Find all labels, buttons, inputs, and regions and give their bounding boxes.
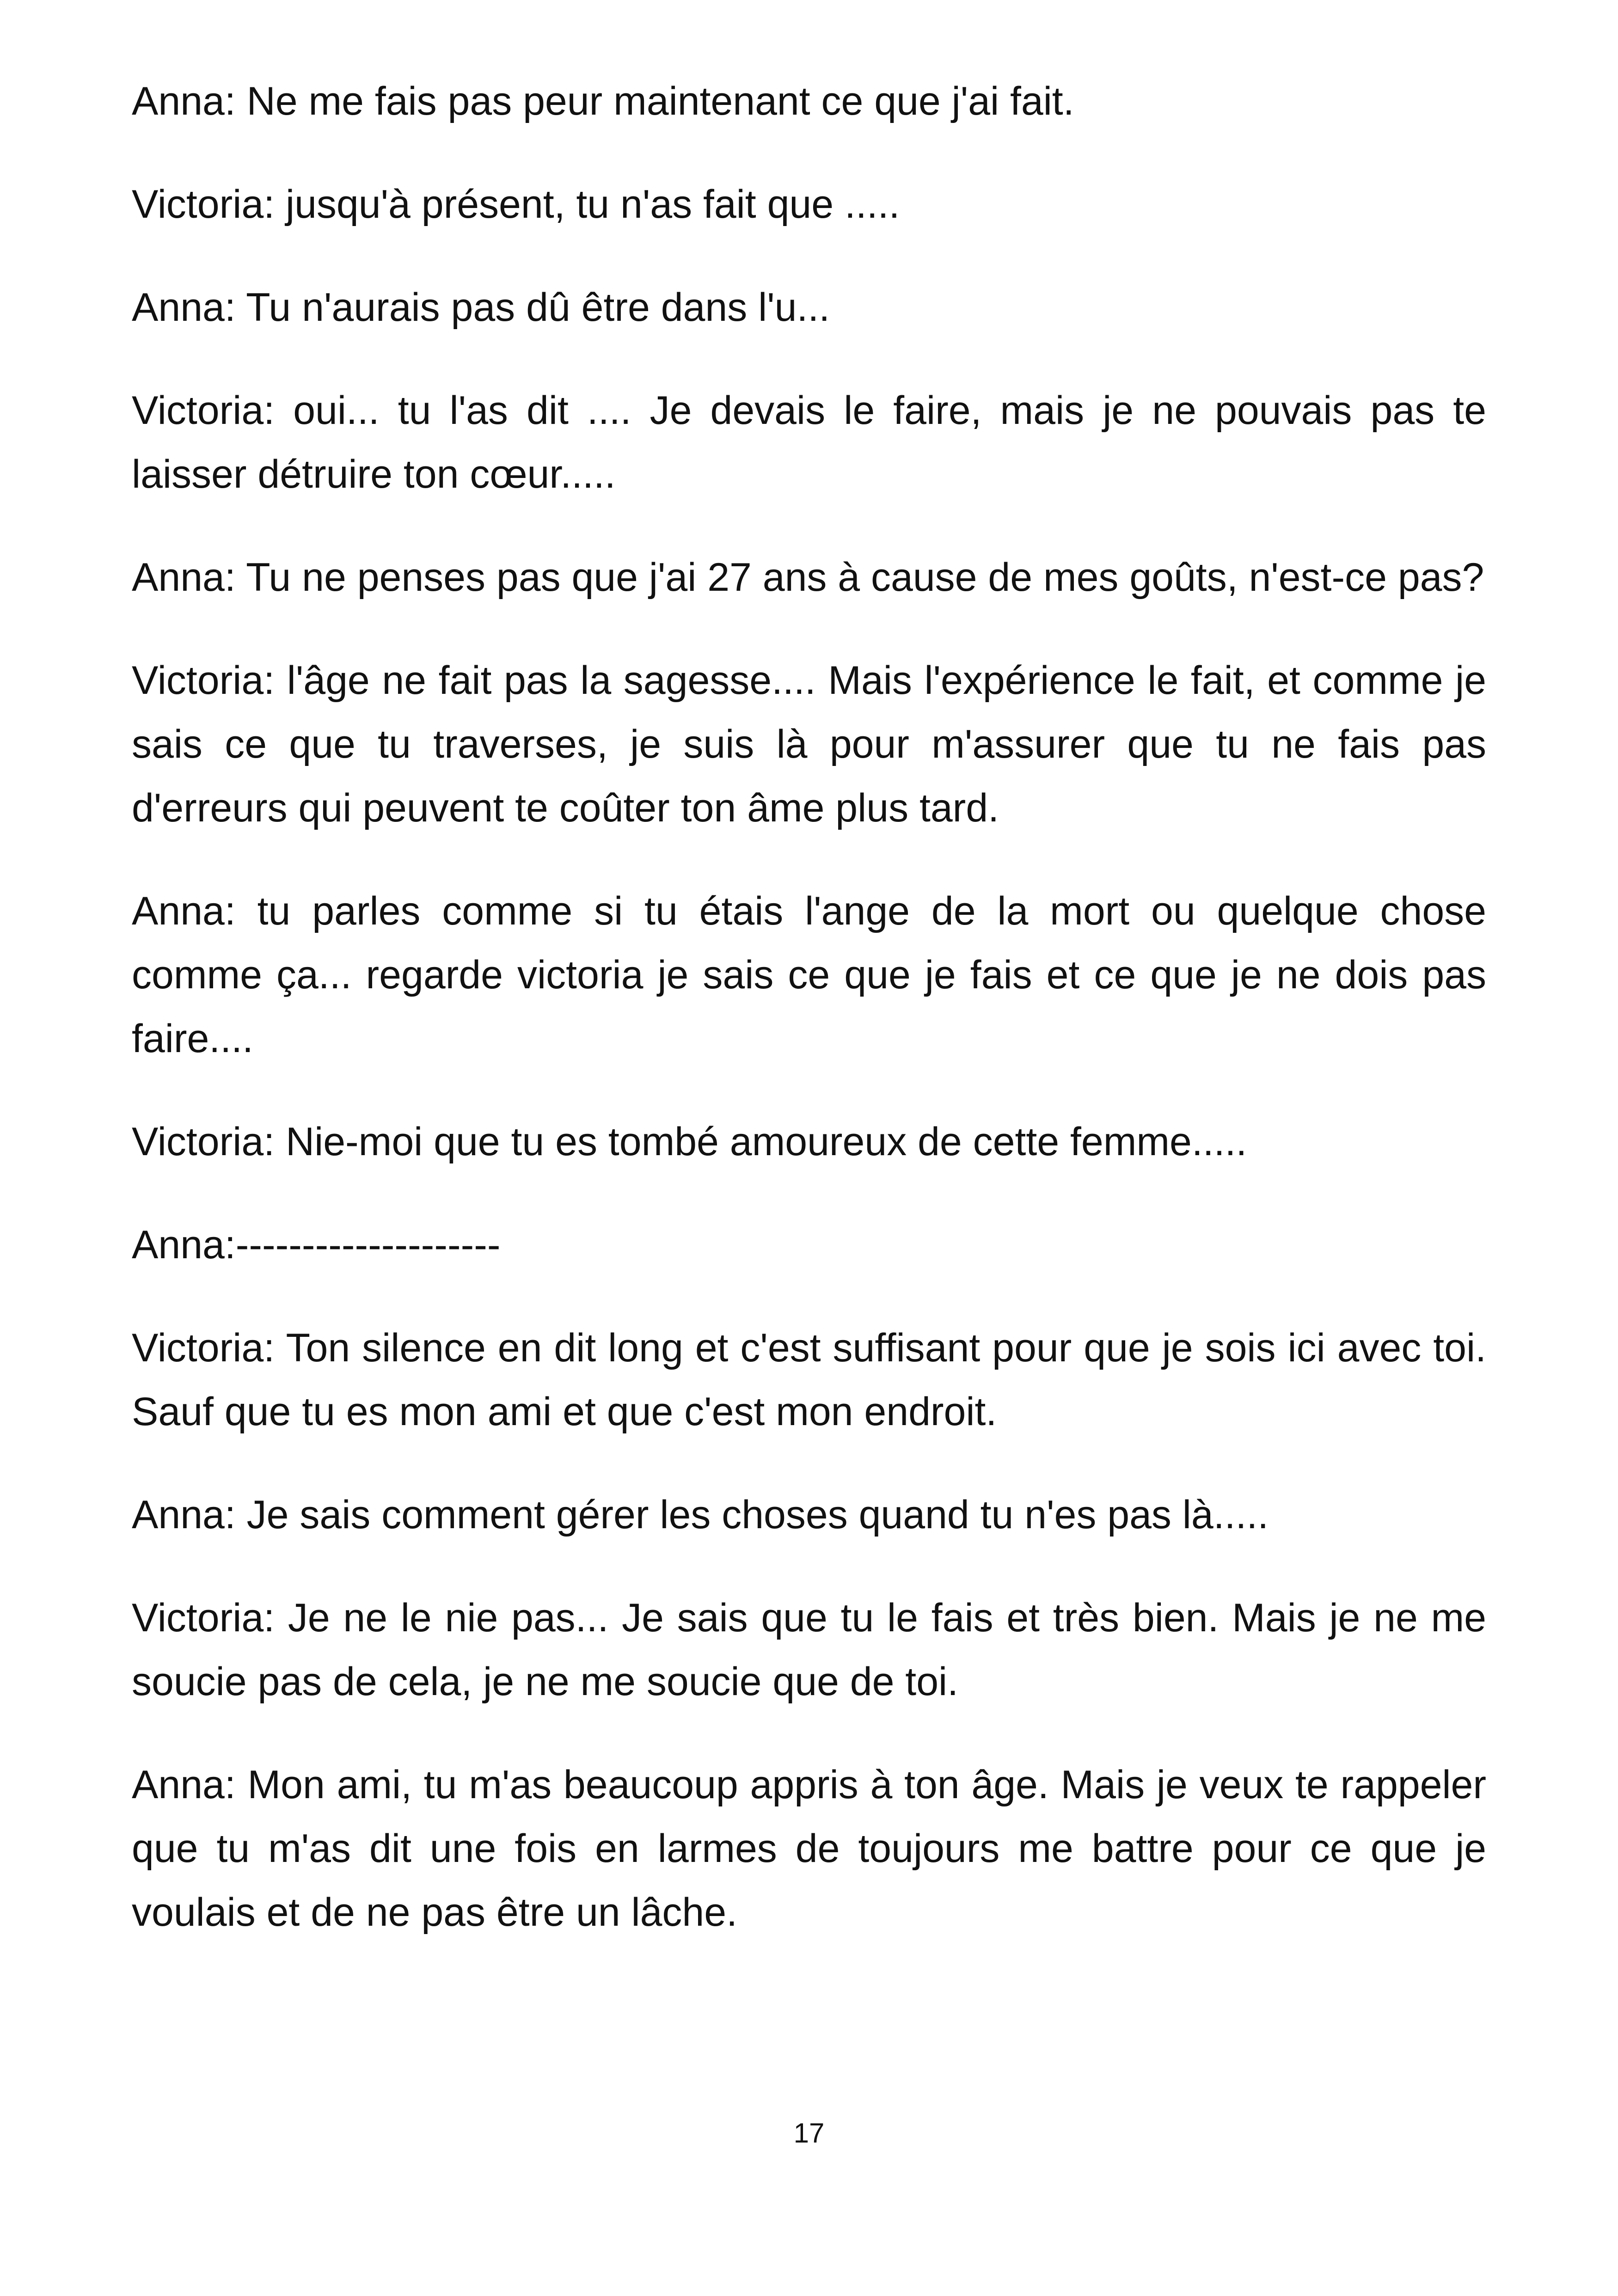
dialogue-text — [132, 69, 1486, 1984]
dialogue-paragraph: Victoria: Je ne le nie pas... Je sais que tu le fais et très bien. Mais je ne me soucie pas de cela, je ne me soucie que de toi. — [132, 1596, 1486, 1704]
dialogue-paragraph: Victoria: l'âge ne fait pas la sagesse.... Mais l'expérience le fait, et comme je sais ce que tu traverses, je suis là pour m'assurer que tu ne fais pas d'erreurs qui peuvent te coûter ton âme plus tard. — [132, 658, 1486, 830]
dialogue-paragraph: Anna: Je sais comment gérer les choses quand tu n'es pas là..... — [132, 1493, 1269, 1537]
dialogue-paragraph: Anna: Ne me fais pas peur maintenant ce que j'ai fait. — [132, 79, 1074, 123]
dialogue-paragraph: Victoria: jusqu'à présent, tu n'as fait que ..... — [132, 182, 900, 227]
dialogue-paragraph: Victoria: oui... tu l'as dit .... Je devais le faire, mais je ne pouvais pas te laisser détruire ton cœur..... — [132, 388, 1486, 496]
dialogue-paragraph: Victoria: Ton silence en dit long et c'est suffisant pour que je sois ici avec toi. Sauf que tu es mon ami et que c'est mon endroit. — [132, 1326, 1486, 1434]
dialogue-paragraph: Anna: Mon ami, tu m'as beaucoup appris à ton âge. Mais je veux te rappeler que tu m'as dit une fois en larmes de toujours me battre pour ce que je voulais et de ne pas être un lâche. — [132, 1763, 1486, 1935]
page-number: 17 — [793, 2118, 825, 2149]
dialogue-paragraph: Anna:-------------------- — [132, 1223, 501, 1267]
dialogue-paragraph: Anna: Tu ne penses pas que j'ai 27 ans à cause de mes goûts, n'est-ce pas? — [132, 555, 1484, 600]
dialogue-paragraph: Anna: Tu n'aurais pas dû être dans l'u... — [132, 285, 830, 330]
dialogue-paragraph: Victoria: Nie-moi que tu es tombé amoureux de cette femme..... — [132, 1120, 1247, 1164]
dialogue-paragraph: Anna: tu parles comme si tu étais l'ange de la mort ou quelque chose comme ça... regarde victoria je sais ce que je fais et ce que je ne dois pas faire.... — [132, 889, 1486, 1061]
